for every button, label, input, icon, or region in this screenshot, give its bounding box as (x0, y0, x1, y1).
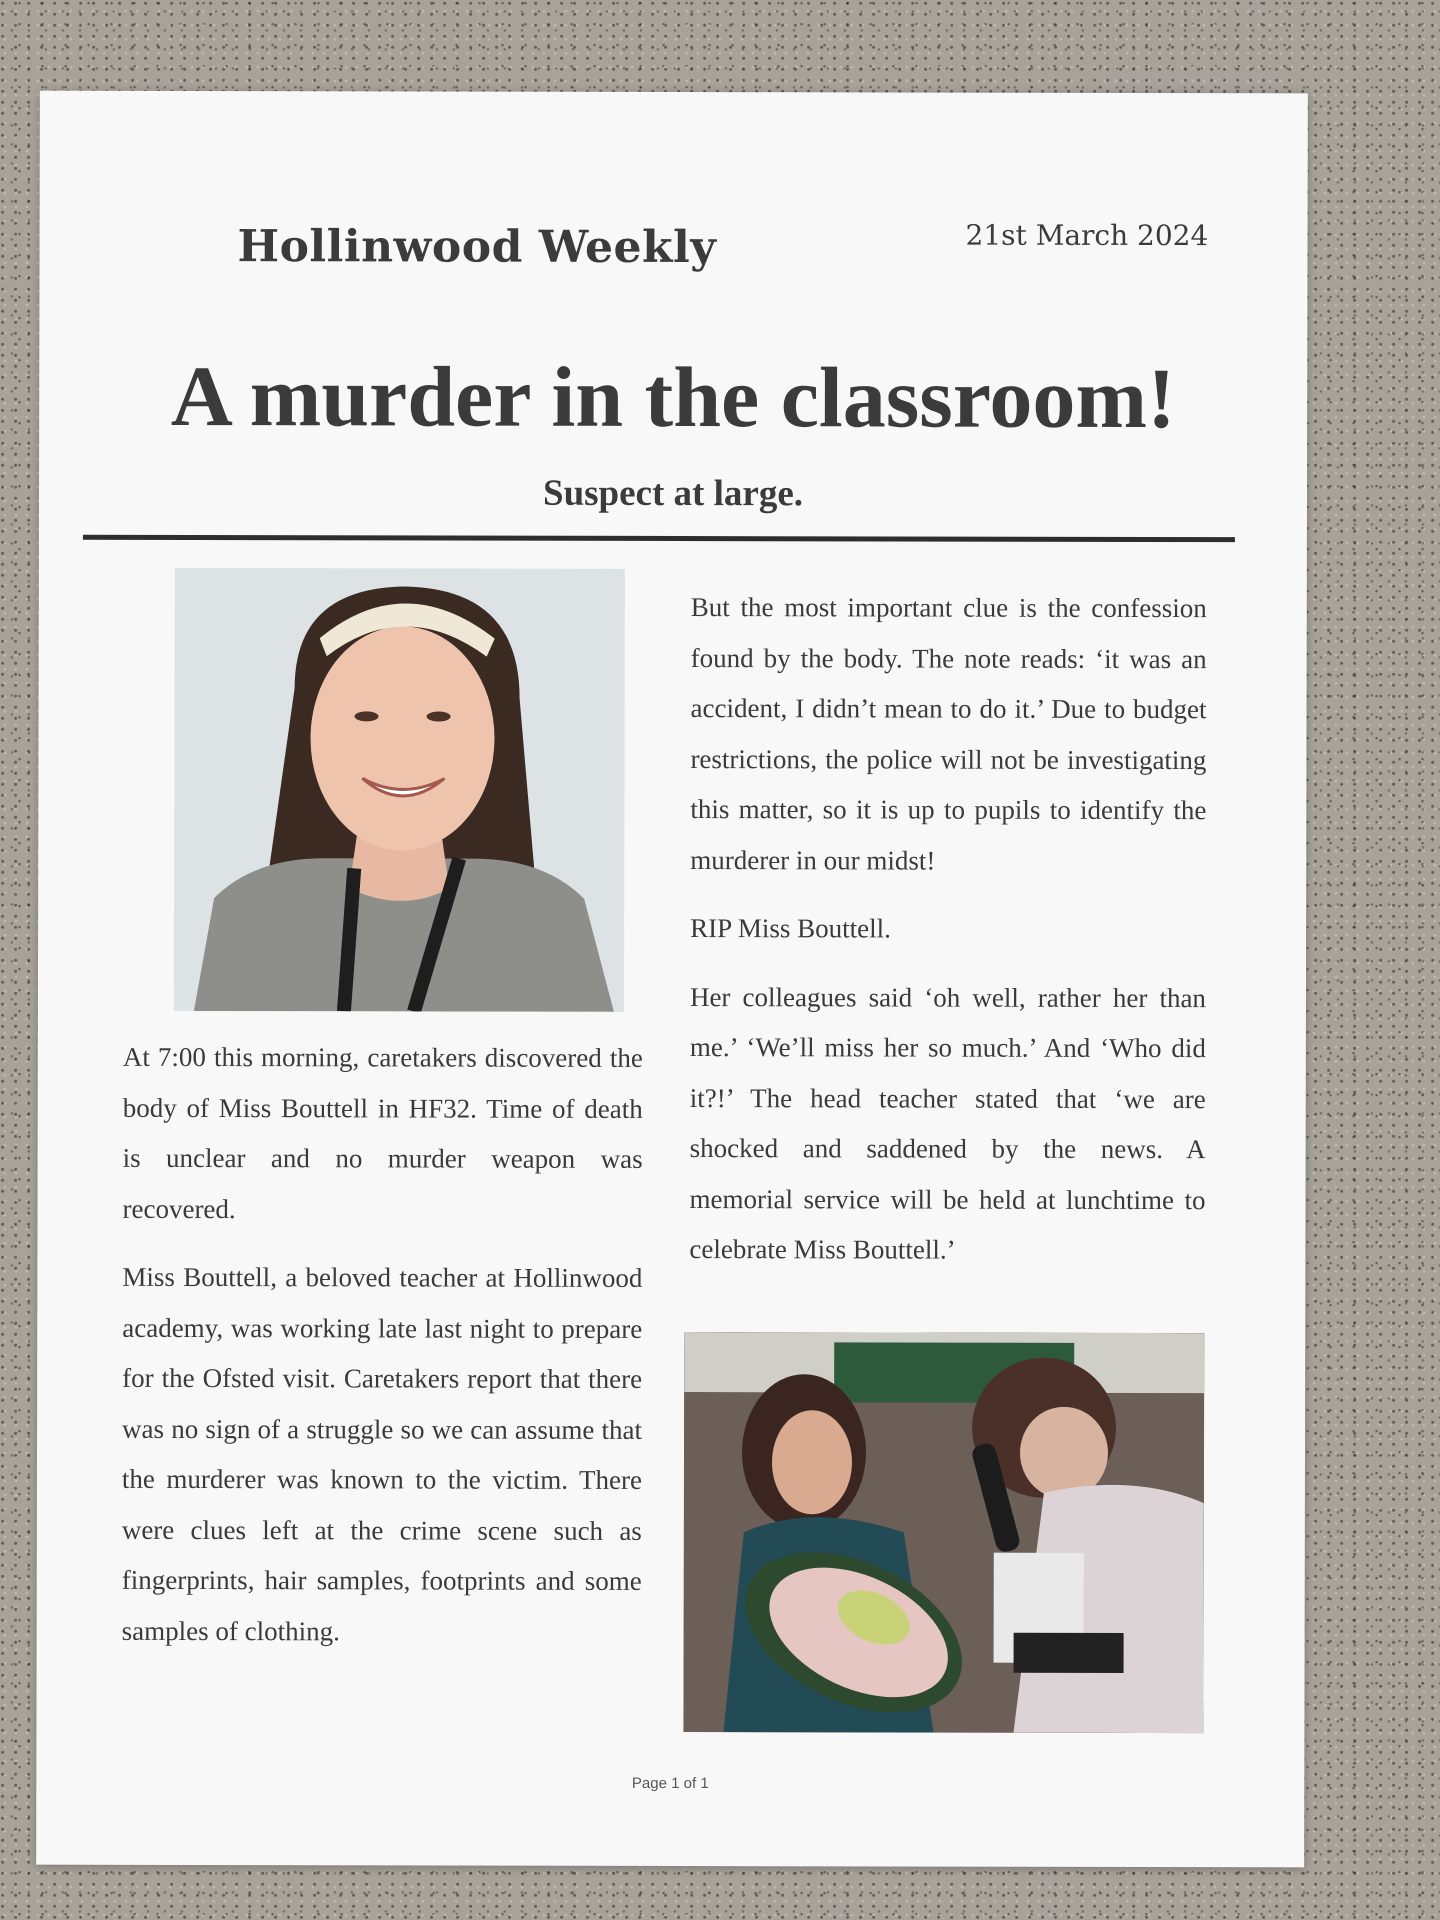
article-paragraph: At 7:00 this morning, caretakers discovered the body of Miss Bouttell in HF32. Time of death is unclear and no murder weapon was recovered. (122, 1041, 643, 1224)
article-right-column (689, 582, 1206, 1294)
article-paragraph: Her colleagues said ‘oh well, rather her than me.’ ‘We’ll miss her so much.’ And ‘Who did it?!’ The head teacher stated that ‘we are shocked and saddened by the news. A memorial service will be held at lunchtime to celebrate Miss Bouttell.’ (689, 981, 1206, 1265)
newspaper-page (36, 91, 1308, 1868)
classroom-microscope-photo (683, 1332, 1204, 1733)
article-paragraph: Miss Bouttell, a beloved teacher at Hollinwood academy, was working late last night to prepare for the Ofsted visit. Caretakers report that there was no sign of a struggle so we can assume that the murderer was known to the victim. There were clues left at the crime scene such as fingerprints, hair samples, footprints and some samples of clothing. (121, 1261, 643, 1646)
headline: A murder in the classroom! (170, 347, 1176, 447)
masthead: Hollinwood Weekly (237, 221, 717, 274)
article-paragraph: RIP Miss Bouttell. (690, 913, 891, 944)
subheadline: Suspect at large. (542, 472, 804, 515)
divider-rule (83, 535, 1235, 542)
teacher-portrait-photo (174, 568, 625, 1012)
page-number: Page 1 of 1 (631, 1774, 709, 1793)
article-left-column (122, 1032, 643, 1675)
article-paragraph: But the most important clue is the confession found by the body. The note reads: ‘it was an accident, I didn’t mean to do it.’ Due to budget restrictions, the police will not be investigating this matter, so it is up to pupils to identify the murderer in our midst! (690, 592, 1207, 876)
issue-date: 21st March 2024 (965, 218, 1209, 253)
